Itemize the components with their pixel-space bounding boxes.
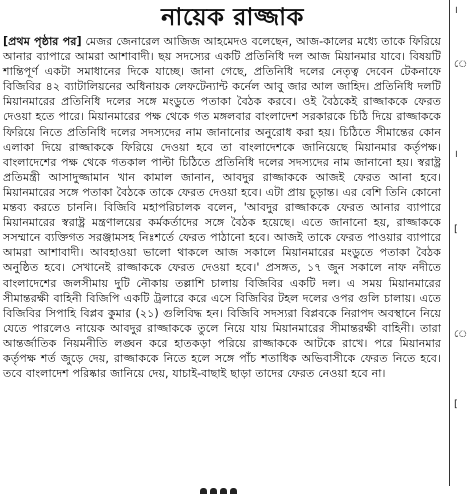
article-body	[3, 34, 441, 381]
article-text: মেজর জেনারেল আজিজ আহমেদও বলেছেন, আজ-কালের মধ্যে তাকে ফিরিয়ে আনার ব্যাপারে আমরা আশাবাদী। ছয় সদস্যের একটি প্রতিনিধি দল আজ মিয়ানমার যাবে। বিষয়টি শান্তিপূর্ণ একটা সমাধানের দিকে যাচ্ছে। জানা গেছে, প্রতিনিধি দলের নেতৃত্ব দেবেন টেকনাফে বিজিবির ৪২ ব্যাটালিয়নের অধিনায়ক লেফটেন্যান্ট কর্নেল আবু জার আল জাহিদ। প্রতিনিধি দলটি মিয়ানমারের প্রতিনিধি দলের সঙ্গে মংডুতে পতাকা বৈঠক করবে। ওই বৈঠকেই রাজ্জাককে ফেরত দেওয়া হতে পারে। মিয়ানমারের পক্ষ থেকে গত মঙ্গলবার বাংলাদেশ সরকারকে চিঠি দিয়ে রাজ্জাককে ফিরিয়ে নিতে প্রতিনিধি দলের সদস্যদের নাম জানানোর অনুরোধ করা হয়। চিঠিতে সীমান্তের কোন এলাকা দিয়ে রাজ্জাককে ফিরিয়ে দেওয়া হবে তা বাংলাদেশকে জানিয়েছে মিয়ানমার কর্তৃপক্ষ। বাংলাদেশের পক্ষ থেকে গতকাল পাল্টা চিঠিতে প্রতিনিধি দলের সদস্যদের নাম জানানো হয়। স্বরাষ্ট্র প্রতিমন্ত্রী আসাদুজ্জামান খান কামাল জানান, আবদুর রাজ্জাককে আজই ফেরত আনা হবে। মিয়ানমারের সঙ্গে পতাকা বৈঠকে তাকে ফেরত দেওয়া হবে। এটা প্রায় চূড়ান্ত। এর বেশি তিনি কোনো মন্তব্য করতে চাননি। বিজিবি মহাপরিচালক বলেন, 'আবদুর রাজ্জাককে ফেরত আনার ব্যাপারে মিয়ানমারের স্বরাষ্ট্র মন্ত্রণালয়ের কর্মকর্তাদের সঙ্গে বৈঠক হয়েছে। এতে জানানো হয়, রাজ্জাককে সসম্মানে ব্যক্তিগত সরঞ্জামসহ নিঃশর্তে ফেরত পাঠানো হবে। আজই তাকে ফেরত পাওয়ার ব্যাপারে আমরা আশাবাদী। আবহাওয়া ভালো থাকলে আজ সকালে মিয়ানমারের মংডুতে পতাকা বৈঠক অনুষ্ঠিত হবে। সেখানেই রাজ্জাককে ফেরত দেওয়া হবে।' প্রসঙ্গত, ১৭ জুন সকালে নাফ নদীতে বাংলাদেশের জলসীমায় দুটি নৌকায় তল্লাশি চালায় বিজিবির একটি দল। এ সময় মিয়ানমারের সীমান্তরক্ষী বাহিনী বিজিপি একটি ট্রলারে করে এসে বিজিবির টহল দলের ওপর গুলি চালায়। এতে বিজিবির সিপাহি বিপ্লব কুমার (২১) গুলিবিদ্ধ হন। বিজিবি সদস্যরা বিপ্লবকে নিরাপদ অবস্থানে নিয়ে যেতে পারলেও নায়েক আবদুর রাজ্জাককে তুলে নিয়ে যায় মিয়ানমারের সীমান্তরক্ষী বাহিনী। তারা আন্তর্জাতিক নিয়মনীতি লঙ্ঘন করে হাতকড়া পরিয়ে রাজ্জাককে আটকে রাখে। পরে মিয়ানমার কর্তৃপক্ষ শর্ত জুড়ে দেয়, রাজ্জাককে নিতে হলে সঙ্গে পাঁচ শতাধিক অভিবাসীকে ফেরত নিতে হবে। তবে বাংলাদেশ পরিষ্কার জানিয়ে দেয়, যাচাই-বাছাই ছাড়া তাদের ফেরত নেওয়া হবে না।	[3, 35, 441, 381]
continuation-tag: [প্রথম পৃষ্ঠার পর]	[3, 35, 82, 48]
headline: নায়েক রাজ্জাক	[161, 3, 304, 31]
cropped-next-headline	[200, 479, 260, 486]
adjacent-column-edge: । ে । [ ে [	[454, 5, 467, 410]
article-paragraph	[3, 34, 441, 381]
column-divider	[449, 0, 450, 486]
